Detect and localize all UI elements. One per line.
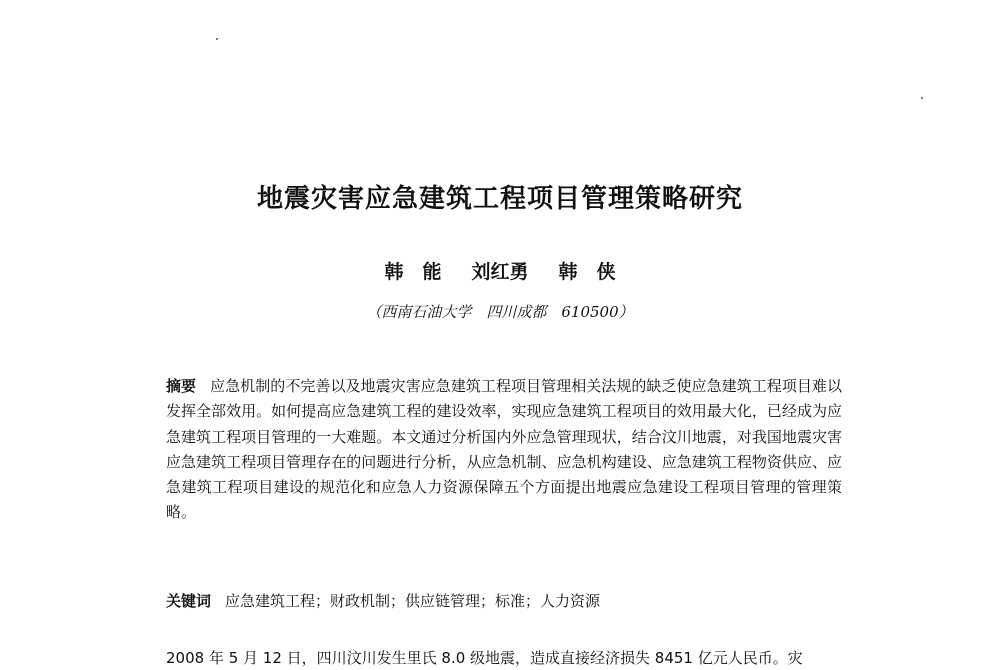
abstract-label: 摘要 (166, 377, 197, 395)
scan-speck (921, 97, 923, 99)
abstract-text: 应急机制的不完善以及地震灾害应急建筑工程项目管理相关法规的缺乏使应急建筑工程项目难以发挥全部效用。如何提高应急建筑工程的建设效率，实现应急建筑工程项目的效用最大化，已经成为应急建筑工程项目管理的一大难题。本文通过分析国内外应急管理现状，结合汶川地震，对我国地震灾害应急建筑工程项目管理存在的问题进行分析，从应急机制、应急机构建设、应急建筑工程物资供应、应急建筑工程项目建设的规范化和应急人力资源保障五个方面提出地震应急建设工程项目管理的管理策略。 (166, 377, 842, 522)
keywords-label: 关键词 (166, 592, 212, 610)
author-affiliation: （西南石油大学 四川成都 610500） (366, 303, 634, 321)
abstract (166, 374, 842, 526)
author-list (0, 257, 1000, 284)
body-text-first-line: 2008 年 5 月 12 日，四川汶川发生里氏 8.0 级地震，造成直接经济损失 8451 亿元人民币。灾 (166, 649, 803, 667)
scan-speck (216, 38, 218, 40)
keywords (166, 590, 842, 611)
author-name: 韩 侠 (558, 261, 616, 283)
keywords-text: 应急建筑工程；财政机制；供应链管理；标准；人力资源 (225, 592, 601, 610)
author-name: 韩 能 (384, 261, 442, 283)
paper-title: 地震灾害应急建筑工程项目管理策略研究 (256, 184, 743, 214)
author-name: 刘红勇 (471, 261, 529, 283)
